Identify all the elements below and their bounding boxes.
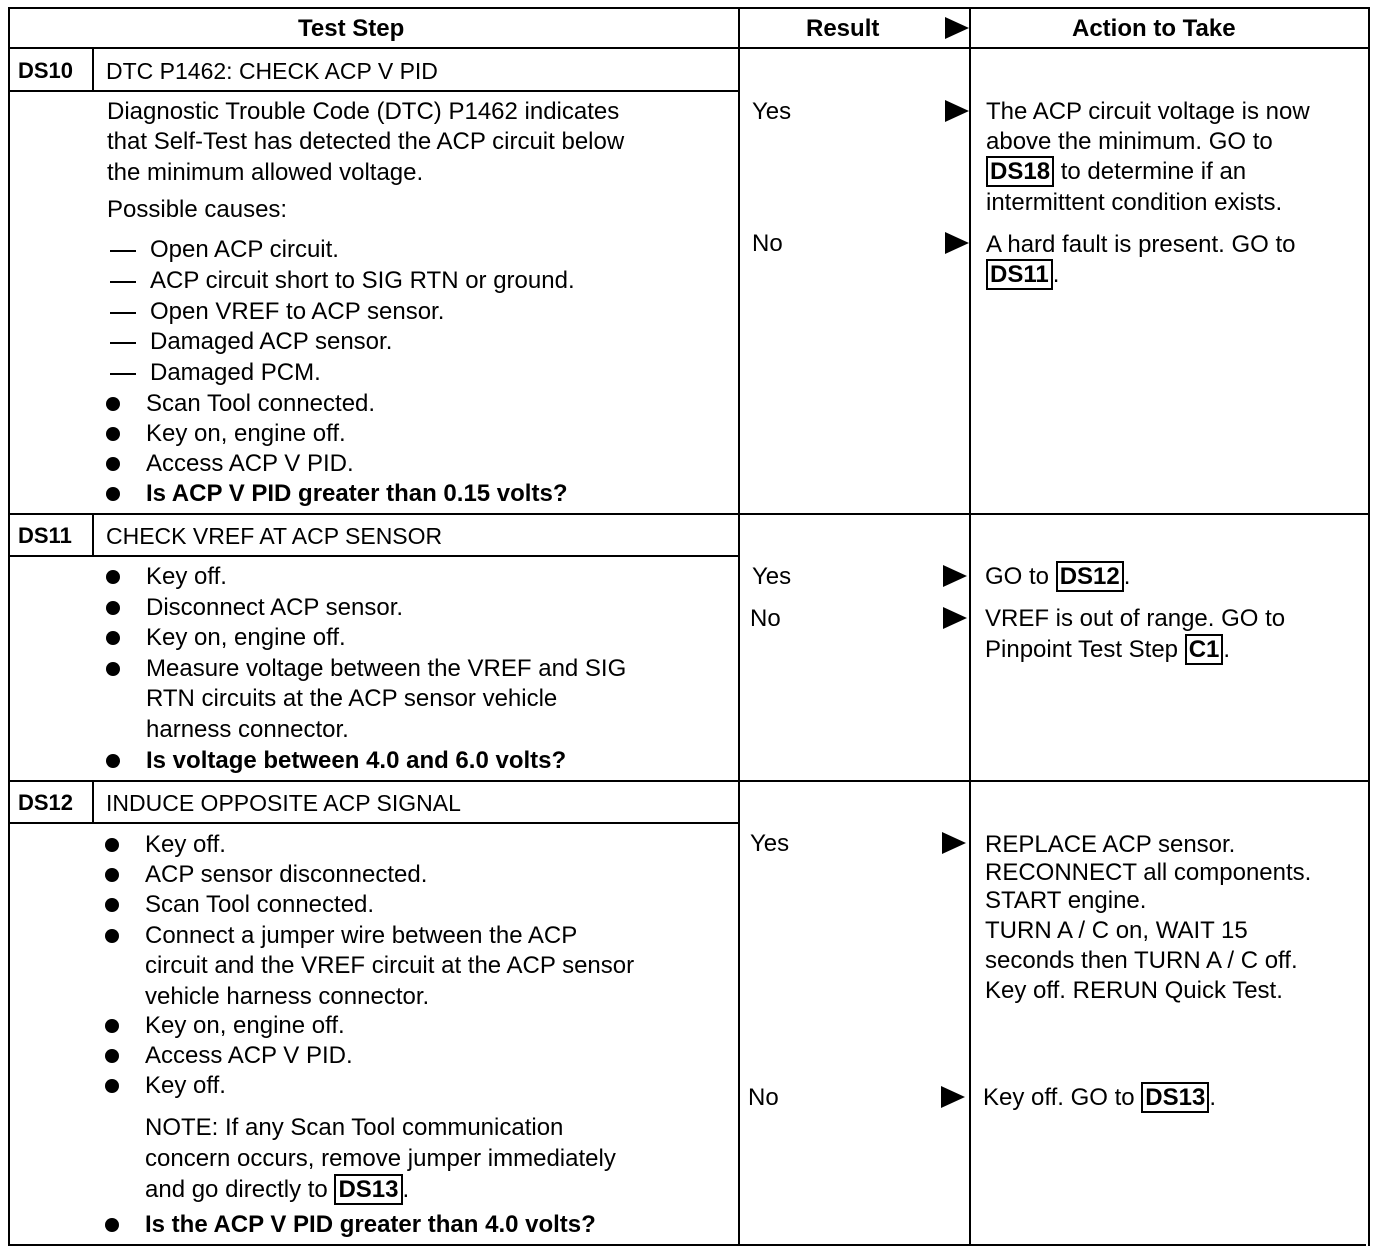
row-divider-ds11 (8, 513, 1370, 515)
ds12-step-a2: ACP sensor disconnected. (145, 861, 428, 888)
ds10-no-action-line-1: A hard fault is present. GO to (986, 231, 1296, 258)
ds10-cause-2: ACP circuit short to SIG RTN or ground. (150, 267, 575, 294)
ds12-step-id: DS12 (18, 790, 74, 815)
ds11-measure-line-3: harness connector. (146, 716, 349, 743)
c1-reference-link[interactable]: C1 (1185, 634, 1224, 665)
bullet-icon (106, 601, 120, 615)
ds12-no-arrow-icon (941, 1086, 965, 1108)
table-right-border (1368, 7, 1370, 1246)
ds10-intro-line-3: the minimum allowed voltage. (107, 159, 424, 186)
ds10-yes-action-line-2: above the minimum. GO to (986, 128, 1273, 155)
ds10-result-yes: Yes (752, 98, 792, 125)
bullet-icon (105, 929, 119, 943)
ds12-step-a3: Scan Tool connected. (145, 891, 375, 918)
ds11-result-yes: Yes (752, 563, 792, 590)
ds10-step-id: DS10 (18, 58, 74, 83)
dash-icon (110, 342, 136, 344)
ds11-id-divider (92, 513, 94, 556)
bullet-icon (105, 898, 119, 912)
bullet-icon (106, 570, 120, 584)
ds12-yes-action-line-1: REPLACE ACP sensor. (985, 831, 1236, 858)
ds12-id-divider (92, 780, 94, 823)
bullet-icon (106, 427, 120, 441)
ds10-question: Is ACP V PID greater than 0.15 volts? (146, 480, 568, 507)
ds11-step-1: Key off. (146, 563, 227, 590)
ds10-title-border (8, 90, 739, 92)
ds11-step-3: Key on, engine off. (146, 624, 346, 651)
ds11-measure-line-1: Measure voltage between the VREF and SIG (146, 655, 627, 682)
ds10-step-3: Access ACP V PID. (146, 450, 354, 477)
header-arrow-icon (945, 17, 969, 39)
ds11-title-border (8, 555, 739, 557)
ds12-yes-action-line-6: Key off. RERUN Quick Test. (985, 977, 1283, 1004)
table-bottom-border (8, 1244, 1366, 1246)
bullet-icon (106, 662, 120, 676)
ds11-yes-arrow-icon (943, 565, 967, 587)
bullet-icon (105, 1218, 119, 1232)
table-left-border (8, 7, 10, 1246)
ds12-step-b2: Access ACP V PID. (145, 1042, 353, 1069)
row-divider-ds12 (8, 780, 1370, 782)
ds10-step-2: Key on, engine off. (146, 420, 346, 447)
ds11-yes-action: GO to DS12 . (985, 563, 1131, 590)
header-action: Action to Take (1072, 15, 1236, 42)
column-divider-result (738, 7, 740, 1246)
bullet-icon (106, 487, 120, 501)
ds12-note-line-2: concern occurs, remove jumper immediately (145, 1145, 616, 1172)
bullet-icon (106, 631, 120, 645)
column-divider-action (969, 7, 971, 1246)
ds10-no-action-line-2: DS11 . (986, 260, 1059, 290)
bullet-icon (106, 457, 120, 471)
header-test-step: Test Step (298, 15, 405, 42)
ds11-no-action-line-2: Pinpoint Test Step C1 . (985, 636, 1231, 663)
ds10-yes-action-line-3: DS18 to determine if an (986, 157, 1246, 187)
ds11-reference-link[interactable]: DS11 (986, 259, 1053, 290)
ds12-step-title: INDUCE OPPOSITE ACP SIGNAL (106, 790, 461, 816)
ds10-cause-3: Open VREF to ACP sensor. (150, 298, 445, 325)
dash-icon (110, 281, 136, 283)
ds11-measure-line-2: RTN circuits at the ACP sensor vehicle (146, 685, 558, 712)
header-result: Result (806, 15, 880, 42)
ds10-cause-1: Open ACP circuit. (150, 236, 339, 263)
ds10-yes-action-line-1: The ACP circuit voltage is now (986, 98, 1310, 125)
ds11-result-no: No (750, 605, 781, 632)
ds10-step-title: DTC P1462: CHECK ACP V PID (106, 58, 438, 84)
dash-icon (110, 250, 136, 252)
header-bottom-border (8, 47, 1370, 49)
ds12-yes-action-line-4: TURN A / C on, WAIT 15 (985, 917, 1248, 944)
ds10-cause-4: Damaged ACP sensor. (150, 328, 393, 355)
ds10-yes-action-line-4: intermittent condition exists. (986, 189, 1283, 216)
ds10-no-arrow-icon (945, 232, 969, 254)
bullet-icon (105, 868, 119, 882)
ds10-yes-arrow-icon (945, 100, 969, 122)
ds13-reference-link[interactable]: DS13 (1141, 1082, 1209, 1113)
ds11-no-action-line-1: VREF is out of range. GO to (985, 605, 1286, 632)
ds10-cause-5: Damaged PCM. (150, 359, 321, 386)
ds11-question: Is voltage between 4.0 and 6.0 volts? (146, 747, 567, 774)
ds11-step-title: CHECK VREF AT ACP SENSOR (106, 523, 443, 549)
ds12-jumper-line-1: Connect a jumper wire between the ACP (145, 922, 578, 949)
ds11-step-id: DS11 (18, 523, 72, 548)
ds12-note-line-1: NOTE: If any Scan Tool communication (145, 1114, 564, 1141)
ds18-reference-link[interactable]: DS18 (986, 156, 1054, 187)
ds12-step-b3: Key off. (145, 1072, 226, 1099)
dash-icon (110, 373, 136, 375)
bullet-icon (105, 1049, 119, 1063)
ds11-step-2: Disconnect ACP sensor. (146, 594, 404, 621)
ds10-id-divider (92, 47, 94, 91)
ds12-yes-arrow-icon (942, 832, 966, 854)
ds12-title-border (8, 822, 739, 824)
ds12-no-action: Key off. GO to DS13 . (983, 1084, 1217, 1111)
bullet-icon (105, 1079, 119, 1093)
bullet-icon (105, 1019, 119, 1033)
ds10-causes-label: Possible causes: (107, 196, 288, 223)
ds10-step-1: Scan Tool connected. (146, 390, 376, 417)
ds12-yes-action-line-5: seconds then TURN A / C off. (985, 947, 1298, 974)
ds10-intro-line-1: Diagnostic Trouble Code (DTC) P1462 indicates (107, 98, 620, 125)
ds12-yes-action-line-2: RECONNECT all components. (985, 859, 1312, 886)
ds12-question: Is the ACP V PID greater than 4.0 volts? (145, 1211, 596, 1238)
bullet-icon (106, 754, 120, 768)
ds12-yes-action-line-3: START engine. (985, 887, 1147, 914)
ds12-result-no: No (748, 1084, 779, 1111)
ds13-note-reference-link[interactable]: DS13 (334, 1174, 402, 1205)
ds12-note-line-3: and go directly to DS13 . (145, 1176, 410, 1203)
ds12-result-yes: Yes (750, 830, 790, 857)
bullet-icon (106, 397, 120, 411)
ds11-no-arrow-icon (943, 607, 967, 629)
dash-icon (110, 312, 136, 314)
ds12-reference-link[interactable]: DS12 (1056, 561, 1124, 592)
ds12-step-b1: Key on, engine off. (145, 1012, 345, 1039)
ds12-step-a1: Key off. (145, 831, 226, 858)
ds12-jumper-line-3: vehicle harness connector. (145, 983, 430, 1010)
ds10-result-no: No (752, 230, 783, 257)
table-top-border (8, 7, 1370, 9)
ds12-jumper-line-2: circuit and the VREF circuit at the ACP sensor (145, 952, 635, 979)
ds10-intro-line-2: that Self-Test has detected the ACP circuit below (107, 128, 625, 155)
bullet-icon (105, 838, 119, 852)
